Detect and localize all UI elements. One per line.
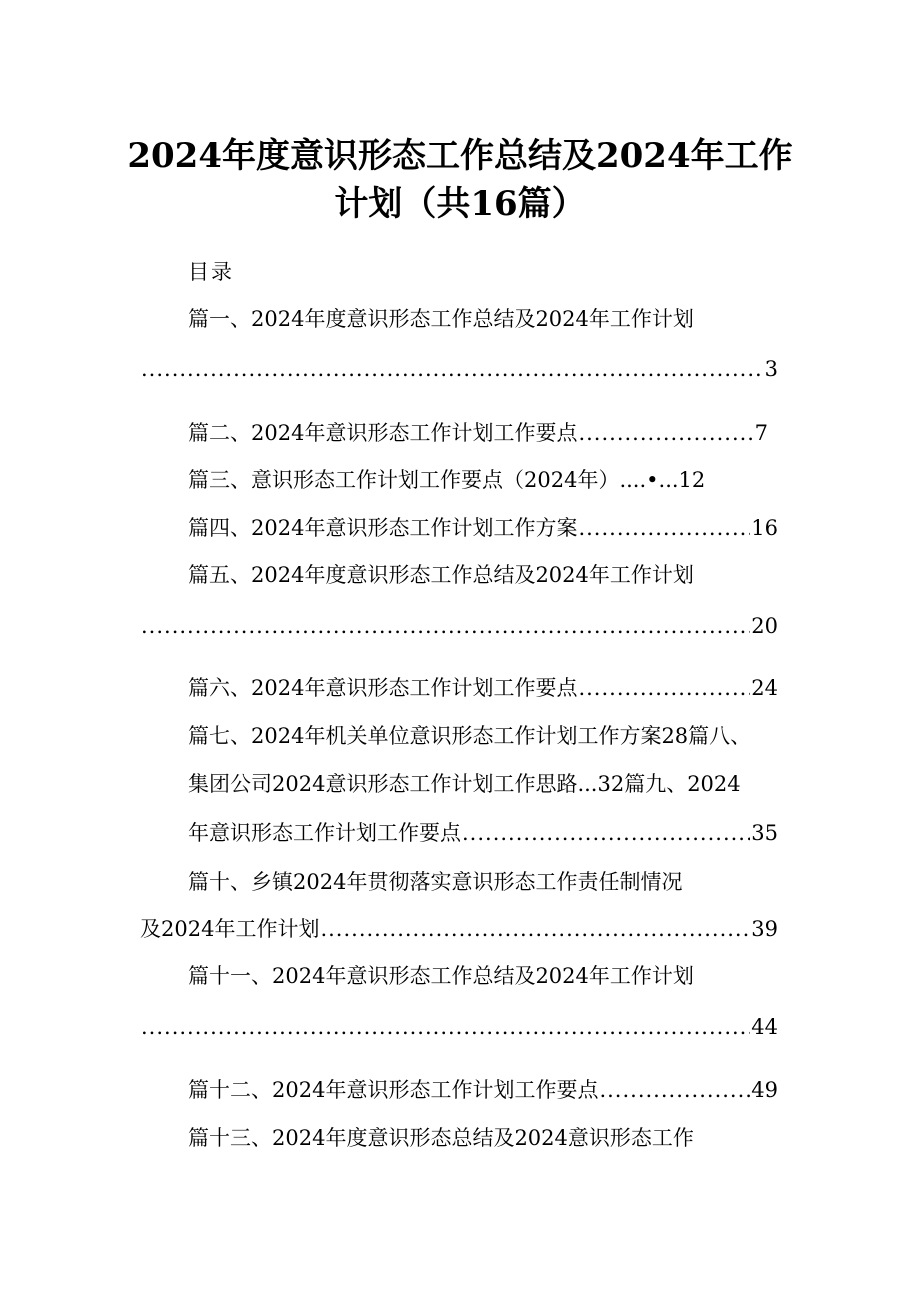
toc-entry-10-page: 39: [751, 917, 778, 941]
toc-entry-9[interactable]: [188, 818, 778, 848]
toc-entry-10[interactable]: [188, 867, 682, 897]
toc-entry-6-title: 篇六、2024年意识形态工作计划工作要点: [188, 676, 578, 700]
toc-entry-10-cont[interactable]: [140, 914, 778, 944]
dot-leader: [141, 1012, 750, 1042]
toc-entry-2[interactable]: [188, 418, 768, 448]
toc-entry-5-page: 20: [751, 614, 778, 638]
toc-entry-11[interactable]: [188, 961, 694, 991]
toc-entry-10-title-cont: 及2024年工作计划: [140, 917, 320, 941]
toc-entry-7[interactable]: [188, 721, 751, 751]
toc-entry-6-page: 24: [751, 676, 778, 700]
toc-entry-13[interactable]: [188, 1123, 694, 1153]
toc-entry-3-title: 篇三、意识形态工作计划工作要点（2024年）....•...12: [188, 468, 706, 492]
toc-entry-3[interactable]: [188, 465, 705, 495]
toc-heading: 目录: [188, 260, 234, 284]
toc-entry-4-title: 篇四、2024年意识形态工作计划工作方案: [188, 516, 578, 540]
toc-entry-1[interactable]: [188, 304, 694, 334]
dot-leader: [141, 611, 750, 641]
toc-entry-1-title: 篇一、2024年度意识形态工作总结及2024年工作计划: [188, 307, 694, 331]
dot-leader: [141, 354, 764, 384]
toc-entry-12[interactable]: [188, 1075, 778, 1105]
dot-leader: [578, 418, 753, 448]
dot-leader: [578, 673, 750, 703]
toc-entry-10-title: 篇十、乡镇2024年贯彻落实意识形态工作责任制情况: [188, 870, 683, 894]
toc-entry-11-page: 44: [751, 1015, 778, 1039]
toc-entry-6[interactable]: [188, 673, 778, 703]
document-title-line-2: 计划（共16篇）: [334, 184, 586, 224]
dot-leader: [462, 818, 750, 848]
toc-entry-9-title: 年意识形态工作计划工作要点: [188, 821, 461, 845]
toc-entry-4[interactable]: [188, 513, 778, 543]
dot-leader: [599, 1075, 750, 1105]
toc-entry-1-page: 3: [764, 357, 778, 381]
toc-entry-2-title: 篇二、2024年意识形态工作计划工作要点: [188, 421, 578, 445]
toc-entry-8-title: 集团公司2024意识形态工作计划工作思路...32篇九、2024: [188, 772, 741, 796]
toc-entry-5-leader[interactable]: [140, 611, 778, 641]
toc-entry-7-title: 篇七、2024年机关单位意识形态工作计划工作方案28篇八、: [188, 724, 752, 748]
toc-entry-12-page: 49: [751, 1078, 778, 1102]
toc-entry-12-title: 篇十二、2024年意识形态工作计划工作要点: [188, 1078, 599, 1102]
toc-entry-5[interactable]: [188, 560, 694, 590]
dot-leader: [320, 914, 750, 944]
toc-entry-11-leader[interactable]: [140, 1012, 778, 1042]
toc-entry-1-leader[interactable]: [140, 354, 778, 384]
toc-entry-11-title: 篇十一、2024年意识形态工作总结及2024年工作计划: [188, 964, 694, 988]
toc-entry-8[interactable]: [188, 769, 741, 799]
toc-entry-2-page: 7: [754, 421, 768, 445]
document-title-line-1: 2024年度意识形态工作总结及2024年工作: [127, 136, 793, 176]
toc-entry-13-title: 篇十三、2024年度意识形态总结及2024意识形态工作: [188, 1126, 694, 1150]
dot-leader: [578, 513, 750, 543]
toc-entry-5-title: 篇五、2024年度意识形态工作总结及2024年工作计划: [188, 563, 694, 587]
toc-entry-4-page: 16: [751, 516, 778, 540]
toc-entry-9-page: 35: [751, 821, 778, 845]
